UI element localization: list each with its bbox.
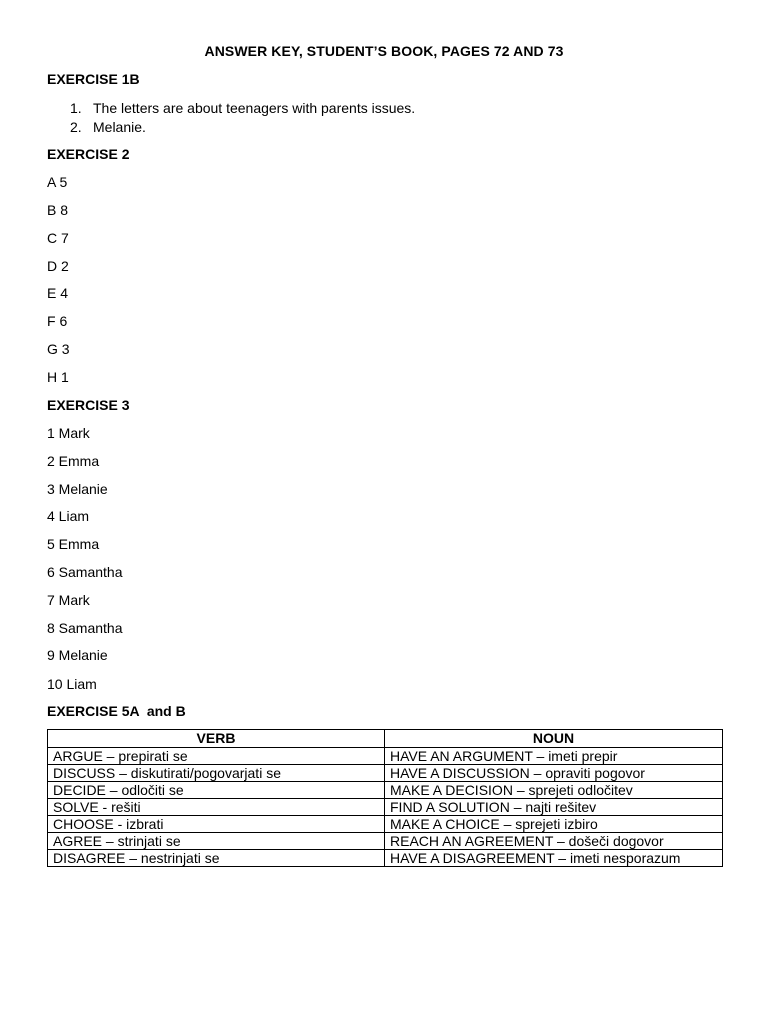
verb-noun-table [47,729,723,867]
exercise-3-answer: 8 Samantha [47,620,123,636]
exercise-2-answer: G 3 [47,341,70,357]
noun-cell: FIND A SOLUTION – najti rešitev [385,799,723,816]
page-title: ANSWER KEY, STUDENT’S BOOK, PAGES 72 AND 73 [204,43,564,59]
exercise-3-answer: 4 Liam [47,508,90,524]
exercise-3-answer: 9 Melanie [47,647,108,663]
noun-cell: REACH AN AGREEMENT – došeči dogovor [385,833,723,850]
noun-cell: HAVE AN ARGUMENT – imeti prepir [385,748,723,765]
list-item-text: Melanie. [93,119,146,135]
column-header-noun: NOUN [385,730,723,748]
exercise-2-answer: H 1 [47,369,69,385]
exercise-2-answer: E 4 [47,285,69,301]
verb-cell: CHOOSE - izbrati [48,816,385,833]
verb-cell: DISAGREE – nestrinjati se [48,850,385,867]
exercise-3-answer: 1 Mark [47,425,90,441]
exercise-3-answer: 2 Emma [47,453,100,469]
exercise-1b-list [70,99,415,137]
list-item-number: 1. [70,100,82,116]
column-header-verb: VERB [48,730,385,748]
verb-cell: DECIDE – odločiti se [48,782,385,799]
verb-cell: AGREE – strinjati se [48,833,385,850]
exercise-5-heading: EXERCISE 5A and B [47,703,186,719]
exercise-2-answer: D 2 [47,258,69,274]
table-row [48,816,723,833]
exercise-2-heading: EXERCISE 2 [47,146,130,162]
list-item [70,99,415,118]
exercise-2-answer: F 6 [47,313,68,329]
list-item [70,118,415,137]
exercise-2-answer: A 5 [47,174,68,190]
exercise-3-answer: 3 Melanie [47,481,108,497]
exercise-3-answer: 10 Liam [47,676,97,692]
exercise-2-answer: C 7 [47,230,69,246]
list-item-number: 2. [70,119,82,135]
table-row [48,833,723,850]
table-header-row [48,730,723,748]
table-row [48,765,723,782]
list-item-text: The letters are about teenagers with parents issues. [93,100,416,116]
noun-cell: HAVE A DISCUSSION – opraviti pogovor [385,765,723,782]
table-row [48,748,723,765]
noun-cell: MAKE A CHOICE – sprejeti izbiro [385,816,723,833]
exercise-3-answer: 6 Samantha [47,564,123,580]
noun-cell: MAKE A DECISION – sprejeti odločitev [385,782,723,799]
table-row [48,782,723,799]
exercise-3-heading: EXERCISE 3 [47,397,130,413]
exercise-1b-heading: EXERCISE 1B [47,71,140,87]
noun-cell: HAVE A DISAGREEMENT – imeti nesporazum [385,850,723,867]
table-row [48,799,723,816]
verb-cell: ARGUE – prepirati se [48,748,385,765]
exercise-3-answer: 5 Emma [47,536,100,552]
verb-cell: DISCUSS – diskutirati/pogovarjati se [48,765,385,782]
exercise-3-answer: 7 Mark [47,592,90,608]
exercise-2-answer: B 8 [47,202,69,218]
table-row [48,850,723,867]
verb-cell: SOLVE - rešiti [48,799,385,816]
